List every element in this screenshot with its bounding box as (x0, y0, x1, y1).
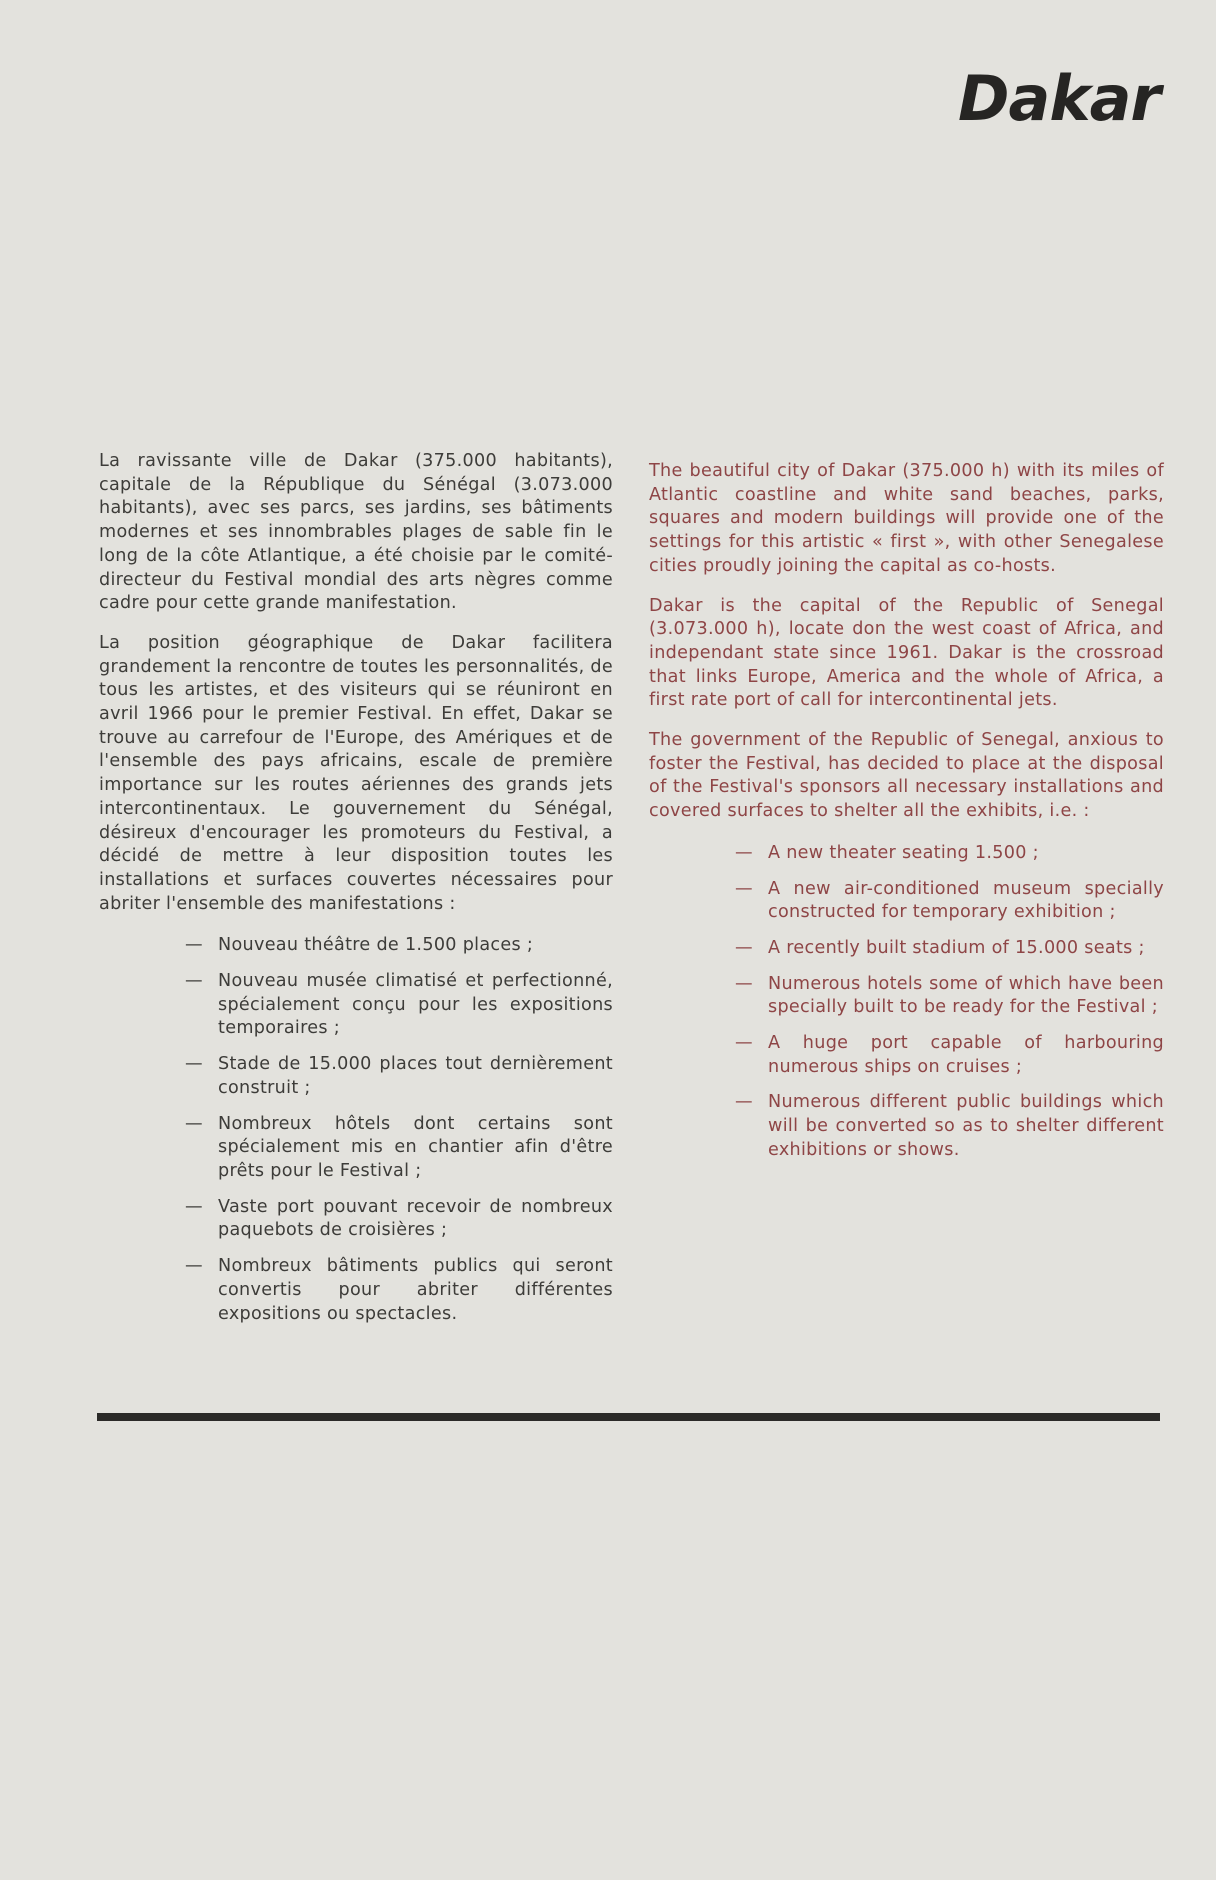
english-paragraph: The government of the Republic of Senegal, anxious to foster the Festival, has decided to place at the disposal of the Festival's sponsors all necessary installations and covered surfaces to shelter all the exhibits, i.e. : (649, 730, 1164, 822)
english-paragraph: The beautiful city of Dakar (375.000 h) with its miles of Atlantic coastline and white sand beaches, parks, squares and modern buildings will provide one of the settings for this artistic « first », with other Senegalese cities proudly joining the capital as co-hosts. (649, 461, 1164, 576)
list-item-text: A new theater seating 1.500 ; (768, 842, 1039, 863)
list-item-text: A recently built stadium of 15.000 seats ; (768, 937, 1145, 958)
dash-icon: — (185, 935, 203, 956)
french-paragraph: La position géographique de Dakar facilitera grandement la rencontre de toutes les personnalités, de tous les artistes, et des visiteurs qui se réuniront en avril 1966 pour le premier Festival. En effet, Dakar se trouve au carrefour de l'Europe, des Amériques et de l'ensemble des pays africains, escale de première importance sur les routes aériennes des grands jets intercontinentaux. Le gouvernement du Sénégal, désireux d'encourager les promoteurs du Festival, a décidé de mettre à leur disposition toutes les installations et surfaces couvertes nécessaires pour abriter l'ensemble des manifestations : (99, 632, 613, 914)
list-item-text: A new air-conditioned museum specially constructed for temporary exhibition ; (768, 878, 1164, 923)
dash-icon: — (735, 937, 753, 958)
horizontal-rule (97, 1413, 1160, 1421)
dash-icon: — (735, 878, 753, 899)
french-column (99, 450, 613, 1338)
list-item-text: Nombreux bâtiments publics qui seront convertis pour abriter différentes expositions ou spectacles. (218, 1256, 613, 1324)
dash-icon: — (735, 973, 753, 994)
page-title: Dakar (958, 62, 1160, 135)
list-item (737, 878, 1164, 925)
dash-icon: — (735, 842, 753, 863)
list-item-text: Numerous different public buildings which will be converted so as to shelter different exhibitions or shows. (768, 1092, 1164, 1160)
list-item (737, 1091, 1164, 1162)
list-item-text: Stade de 15.000 places tout dernièrement construit ; (218, 1054, 613, 1098)
list-item (187, 1053, 613, 1100)
list-item-text: Nouveau musée climatisé et perfectionné, spécialement conçu pour les expositions temporaires ; (218, 971, 613, 1039)
list-item (187, 970, 613, 1041)
dash-icon: — (735, 1092, 753, 1113)
list-item-text: Nouveau théâtre de 1.500 places ; (218, 935, 534, 956)
list-item-text: Vaste port pouvant recevoir de nombreux paquebots de croisières ; (218, 1196, 613, 1241)
list-item (737, 1032, 1164, 1079)
dash-icon: — (185, 1113, 203, 1134)
list-item-text: Numerous hotels some of which have been specially built to be ready for the Festival ; (768, 973, 1164, 1018)
list-item (187, 1196, 613, 1243)
dash-icon: — (185, 1196, 203, 1217)
list-item (737, 973, 1164, 1020)
dash-icon: — (185, 1054, 203, 1075)
french-paragraph: La ravissante ville de Dakar (375.000 habitants), capitale de la République du Sénégal (3.073.000 habitants), avec ses parcs, ses jardins, ses bâtiments modernes et ses innombrables plages de sable fin le long de la côte Atlantique, a été choisie par le comité-directeur du Festival mondial des arts nègres comme cadre pour cette grande manifestation. (99, 451, 613, 614)
list-item (187, 1255, 613, 1326)
list-item-text: Nombreux hôtels dont certains sont spécialement mis en chantier afin d'être prêts pour le Festival ; (218, 1113, 613, 1181)
list-item (187, 934, 613, 958)
english-column (649, 460, 1164, 1175)
list-item (737, 937, 1164, 961)
list-item (187, 1113, 613, 1184)
dash-icon: — (185, 1256, 203, 1277)
dash-icon: — (735, 1033, 753, 1054)
list-item (737, 842, 1164, 866)
dash-icon: — (185, 971, 203, 992)
english-paragraph: Dakar is the capital of the Republic of Senegal (3.073.000 h), locate don the west coast of Africa, and independant state since 1961. Dakar is the crossroad that links Europe, America and the whole of Africa, a first rate port of call for intercontinental jets. (649, 595, 1164, 711)
french-list (187, 934, 613, 1326)
english-list (737, 842, 1164, 1163)
list-item-text: A huge port capable of harbouring numerous ships on cruises ; (768, 1033, 1164, 1077)
